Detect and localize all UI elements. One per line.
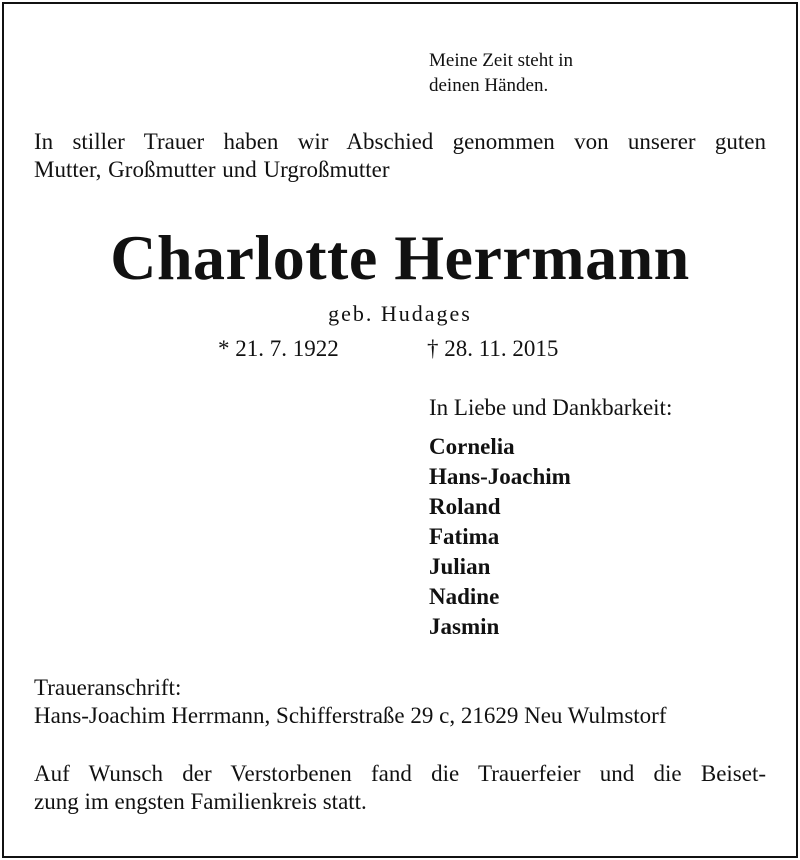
motto-line-1: Meine Zeit steht in xyxy=(429,50,574,71)
deceased-name: Charlotte Herrmann xyxy=(110,222,690,293)
mourner-name: Julian xyxy=(429,554,491,579)
address-text: Hans-Joachim Herrmann, Schifferstraße 29 c, 21629 Neu Wulmstorf xyxy=(34,703,667,728)
mourner-name: Cornelia xyxy=(429,434,515,459)
maiden-name: geb. Hudages xyxy=(328,301,472,326)
closing-line-1: Auf Wunsch der Verstorbenen fand die Trauerfeier und die Beiset- xyxy=(34,761,766,786)
mourners-list xyxy=(429,432,571,642)
mourner-name: Hans-Joachim xyxy=(429,464,571,489)
intro-line-2: Mutter, Großmutter und Urgroßmutter xyxy=(34,157,390,182)
closing-line-2: zung im engsten Familienkreis statt. xyxy=(34,789,367,814)
motto-verse xyxy=(429,48,573,98)
motto-line-2: deinen Händen. xyxy=(429,75,549,96)
intro-line-1: In stiller Trauer haben wir Abschied genommen von unserer guten xyxy=(34,129,766,154)
mourner-name: Nadine xyxy=(429,584,500,609)
death-date: † 28. 11. 2015 xyxy=(427,336,559,361)
closing-text xyxy=(34,760,766,816)
mourners-heading: In Liebe und Dankbarkeit: xyxy=(429,395,673,420)
birth-date: * 21. 7. 1922 xyxy=(218,336,339,361)
mourner-name: Fatima xyxy=(429,524,500,549)
mourner-name: Roland xyxy=(429,494,501,519)
intro-text xyxy=(34,128,766,184)
mourner-name: Jasmin xyxy=(429,614,500,639)
address-label: Traueranschrift: xyxy=(34,675,182,700)
